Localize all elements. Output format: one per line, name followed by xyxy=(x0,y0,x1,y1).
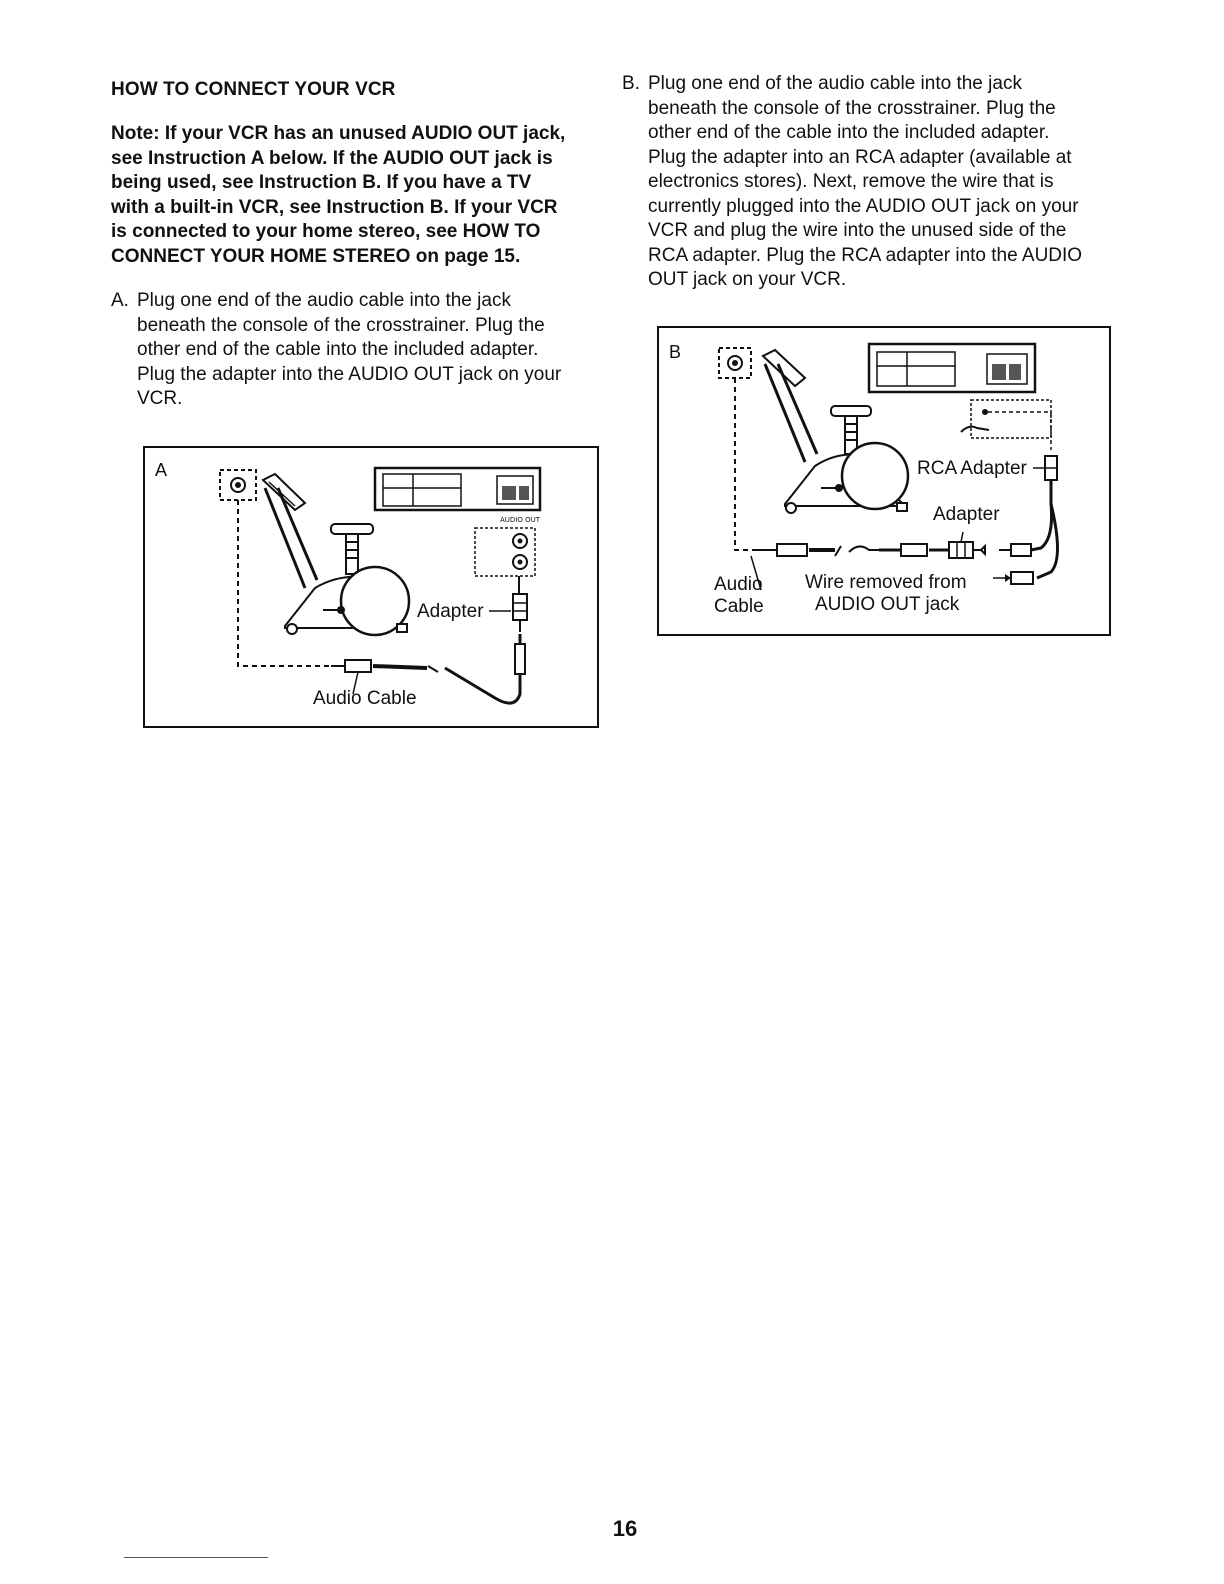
instruction-line: Plug the adapter into an RCA adapter (available at xyxy=(648,146,1072,168)
page-number: 16 xyxy=(612,1516,638,1541)
note-line: CONNECT YOUR HOME STEREO on page 15. xyxy=(111,245,521,267)
rca-plug-icon xyxy=(1011,544,1031,556)
plug-icon xyxy=(515,644,525,674)
instruction-line: electronics stores). Next, remove the wire that is xyxy=(648,171,1054,192)
figure-a xyxy=(143,446,599,728)
instruction-line: other end of the cable into the included adapter. xyxy=(137,339,539,360)
audio-out-jack-label: AUDIO OUT jack xyxy=(815,594,960,615)
adapter-label: Adapter xyxy=(417,601,484,622)
wire-removed-label: Wire removed from xyxy=(805,572,967,593)
instruction-line: VCR and plug the wire into the unused side of the xyxy=(648,220,1067,241)
figure-a-illustration xyxy=(145,448,597,726)
rca-adapter-label: RCA Adapter xyxy=(917,458,1027,479)
cable-label: Cable xyxy=(714,596,764,617)
bike-seat-icon xyxy=(331,524,373,534)
instruction-line: RCA adapter. Plug the RCA adapter into the AUDIO xyxy=(648,244,1083,266)
instruction-line: beneath the console of the crosstrainer. Plug the xyxy=(648,97,1056,119)
audio-plug-icon xyxy=(777,544,807,556)
instruction-b xyxy=(622,72,1122,293)
removed-wire-plug-icon xyxy=(1011,572,1033,584)
figure-b-letter: B xyxy=(669,342,682,362)
instruction-a-letter: A. xyxy=(111,290,129,311)
instruction-b-letter: B. xyxy=(622,73,640,94)
figure-a-letter: A xyxy=(155,460,168,480)
instruction-line: Plug the adapter into the AUDIO OUT jack on your xyxy=(137,363,562,385)
instruction-line: Plug one end of the audio cable into the jack xyxy=(648,73,1022,94)
section-heading: HOW TO CONNECT YOUR VCR xyxy=(111,79,396,100)
instruction-a xyxy=(111,289,601,412)
audio-cable-icon xyxy=(445,668,520,703)
left-column xyxy=(111,78,601,412)
flywheel-icon xyxy=(842,443,908,509)
instruction-line: beneath the console of the crosstrainer. Plug the xyxy=(137,314,545,336)
audio-label: Audio xyxy=(714,574,763,595)
instruction-line: Plug one end of the audio cable into the jack xyxy=(137,290,511,311)
footer-underline xyxy=(124,1557,268,1558)
adapter-label: Adapter xyxy=(933,504,1000,525)
instruction-line: OUT jack on your VCR. xyxy=(648,269,847,290)
figure-b xyxy=(657,326,1111,636)
note-line: being used, see Instruction B. If you have a TV xyxy=(111,172,532,193)
rca-cable-icon xyxy=(1031,480,1052,550)
note-paragraph xyxy=(111,122,601,269)
bike-seat-icon xyxy=(831,406,871,416)
note-line: is connected to your home stereo, see HOW TO xyxy=(111,221,541,242)
note-line: see Instruction A below. If the AUDIO OUT jack is xyxy=(111,147,553,169)
note-line: Note: If your VCR has an unused AUDIO OUT jack, xyxy=(111,123,566,144)
right-column xyxy=(622,72,1122,293)
instruction-line: VCR. xyxy=(137,388,183,409)
instruction-line: other end of the cable into the included adapter. xyxy=(648,122,1050,143)
adapter-icon xyxy=(949,542,973,558)
audio-cable-label: Audio Cable xyxy=(313,688,417,709)
note-line: with a built-in VCR, see Instruction B. If your VCR xyxy=(111,196,558,218)
instruction-line: currently plugged into the AUDIO OUT jack on your xyxy=(648,195,1079,217)
adapter-icon xyxy=(513,594,527,620)
svg-text:AUDIO OUT: AUDIO OUT xyxy=(500,516,541,524)
